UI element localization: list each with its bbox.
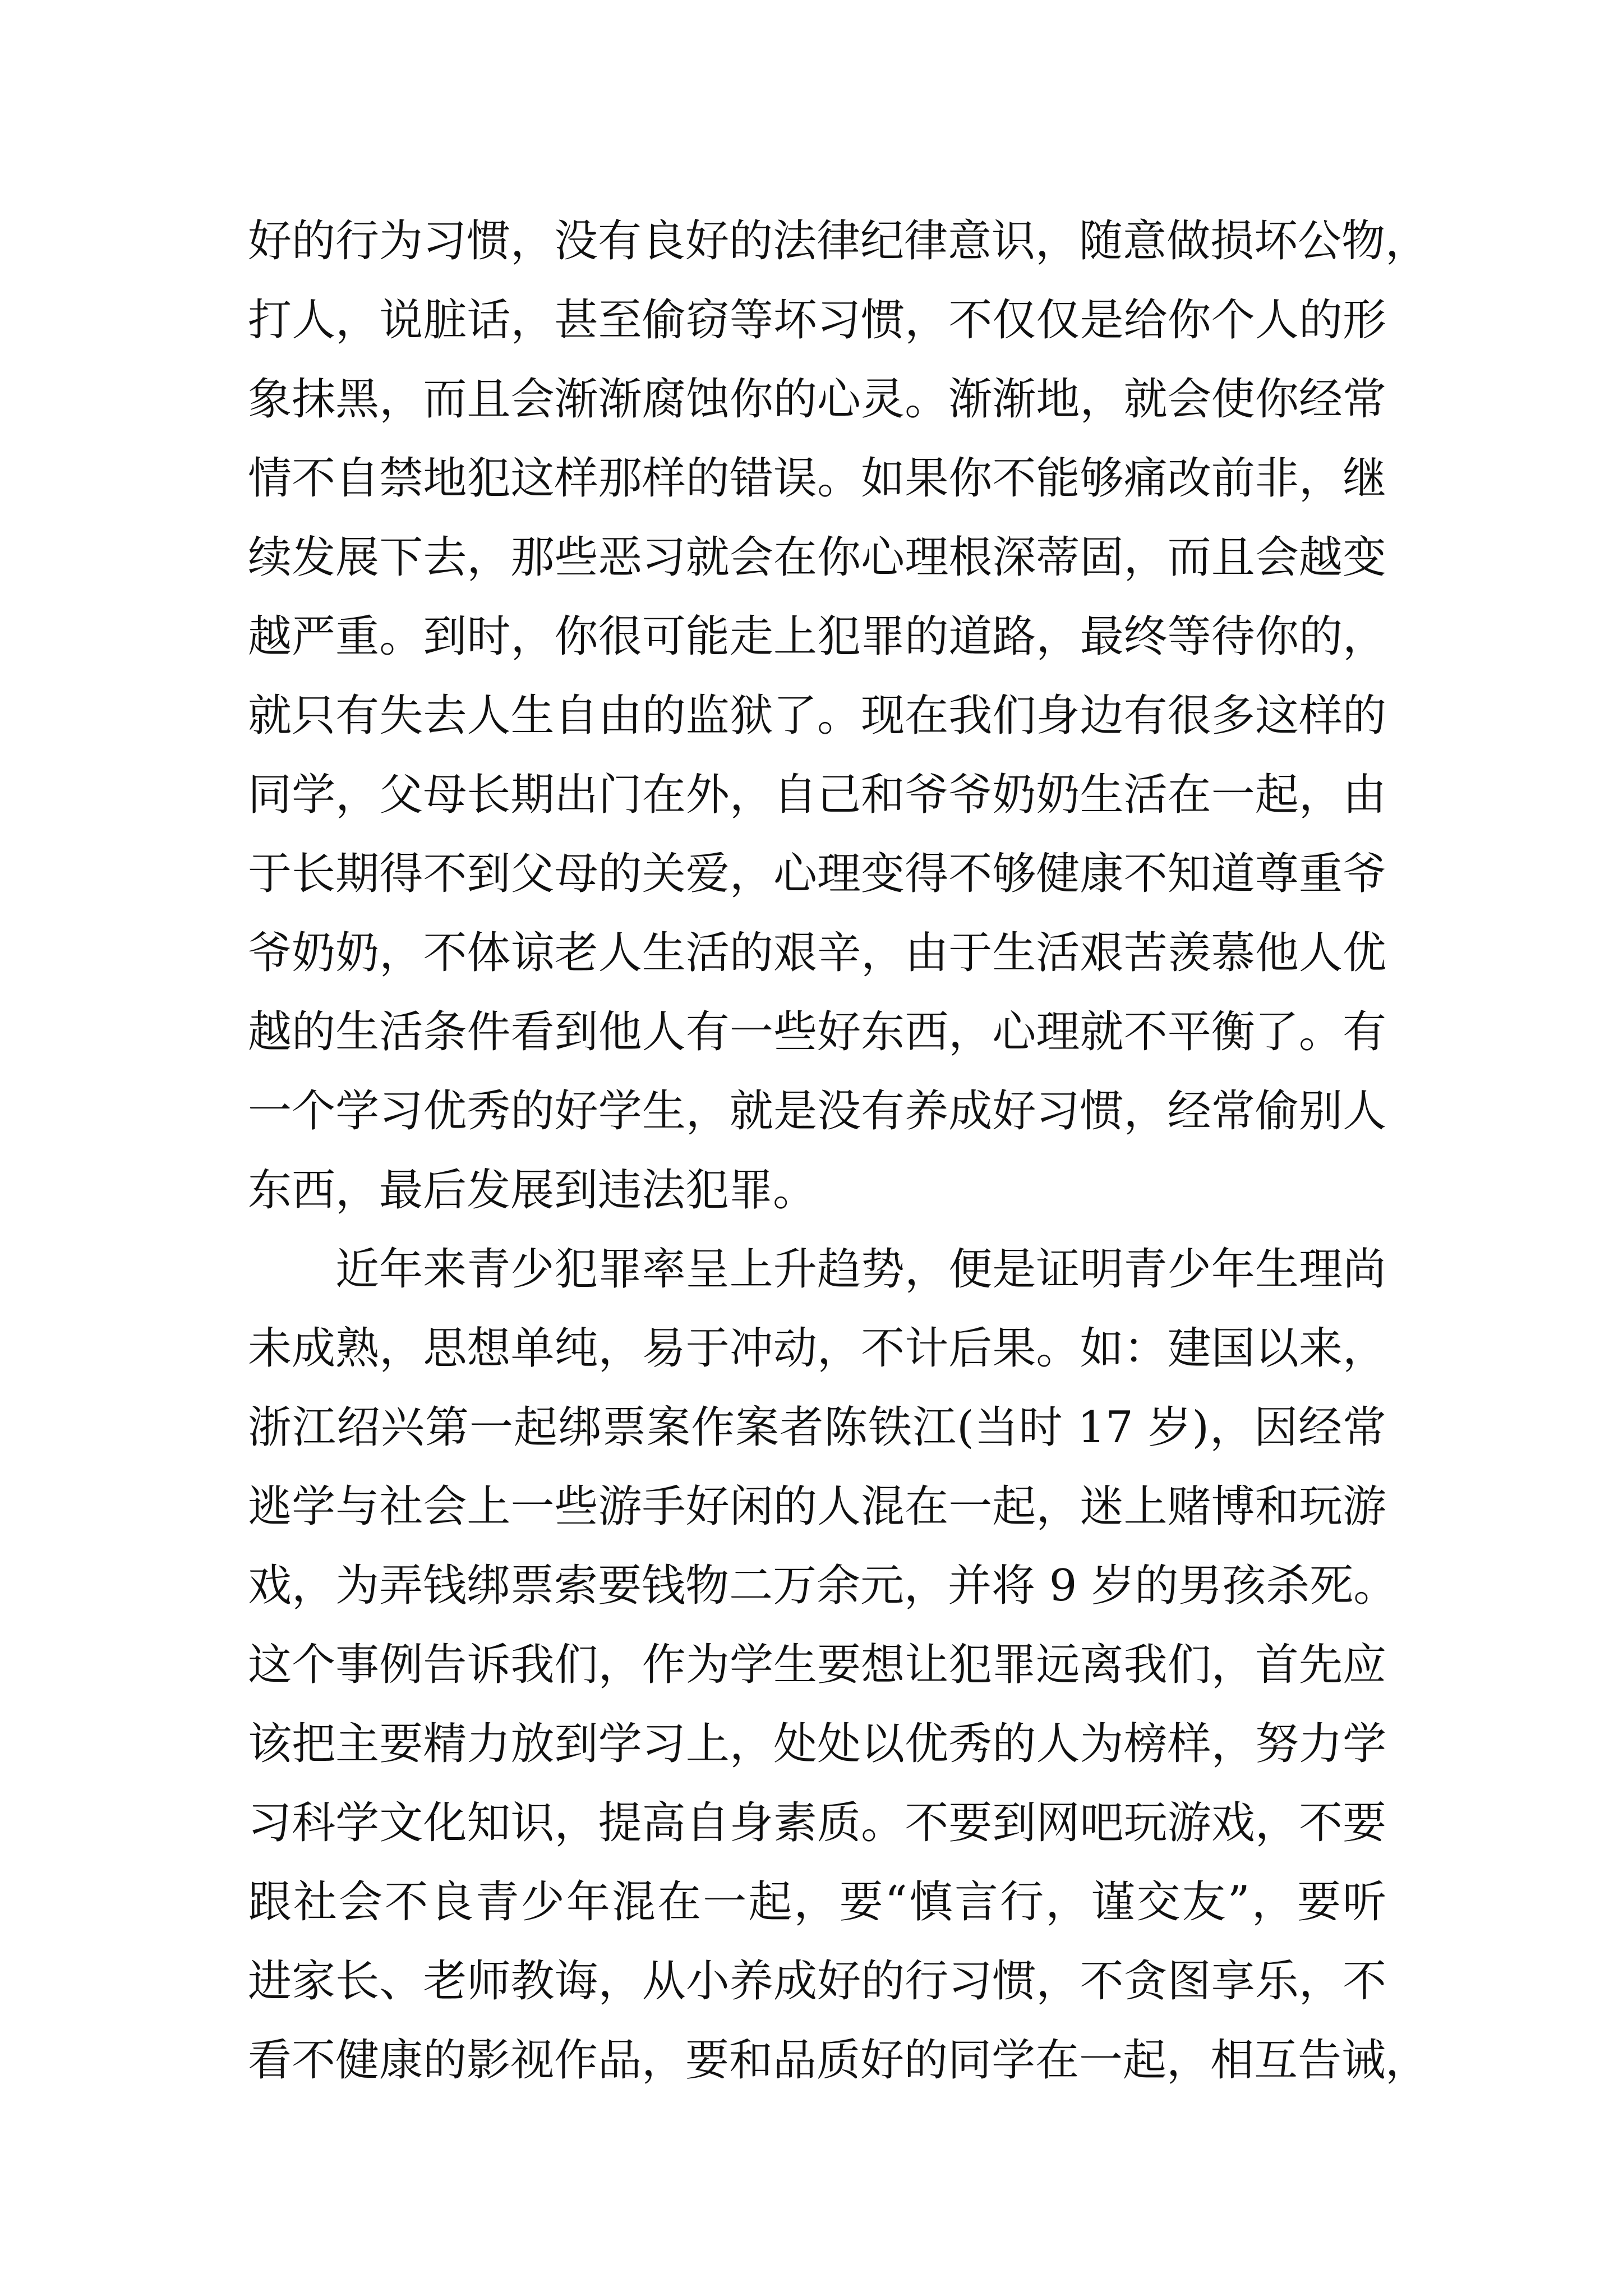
text-line: 东西，最后发展到违法犯罪。	[248, 1165, 817, 1216]
paragraph-2	[248, 1230, 1430, 2100]
body-text	[248, 202, 1430, 2100]
text-line: 戏，为弄钱绑票索要钱物二万余元，并将 9 岁的男孩杀死。	[248, 1561, 1398, 1611]
text-line: 看不健康的影视作品，要和品质好的同学在一起，相互告诫，	[248, 2035, 1430, 2086]
text-line: 浙江绍兴第一起绑票案作案者陈铁江(当时 17 岁)，因经常	[248, 1402, 1386, 1453]
text-line: 好的行为习惯，没有良好的法律纪律意识，随意做损坏公物，	[248, 216, 1430, 266]
text-line: 跟社会不良青少年混在一起，要“慎言行，谨交友”，要听	[248, 1877, 1386, 1927]
text-line: 逃学与社会上一些游手好闲的人混在一起，迷上赌博和玩游	[248, 1481, 1386, 1532]
text-line: 于长期得不到父母的关爱，心理变得不够健康不知道尊重爷	[248, 849, 1386, 899]
text-line: 越的生活条件看到他人有一些好东西，心理就不平衡了。有	[248, 1007, 1386, 1057]
text-line: 该把主要精力放到学习上，处处以优秀的人为榜样，努力学	[248, 1719, 1386, 1769]
text-line: 进家长、老师教诲，从小养成好的行习惯，不贪图享乐，不	[248, 1956, 1386, 2007]
text-line: 近年来青少犯罪率呈上升趋势，便是证明青少年生理尚	[335, 1244, 1386, 1295]
text-line: 情不自禁地犯这样那样的错误。如果你不能够痛改前非，继	[248, 453, 1386, 504]
text-line: 一个学习优秀的好学生，就是没有养成好习惯，经常偷别人	[248, 1086, 1386, 1137]
text-line: 越严重。到时，你很可能走上犯罪的道路，最终等待你的，	[248, 611, 1386, 662]
text-line: 这个事例告诉我们，作为学生要想让犯罪远离我们，首先应	[248, 1640, 1386, 1690]
text-line: 续发展下去，那些恶习就会在你心理根深蒂固，而且会越变	[248, 532, 1386, 583]
text-line: 打人，说脏话，甚至偷窃等坏习惯，不仅仅是给你个人的形	[248, 295, 1386, 346]
text-line: 爷奶奶，不体谅老人生活的艰辛，由于生活艰苦羡慕他人优	[248, 928, 1386, 978]
text-line: 同学，父母长期出门在外，自己和爷爷奶奶生活在一起，由	[248, 770, 1386, 820]
paragraph-1	[248, 202, 1430, 1230]
text-line: 象抹黑，而且会渐渐腐蚀你的心灵。渐渐地，就会使你经常	[248, 374, 1386, 425]
text-line: 习科学文化知识，提高自身素质。不要到网吧玩游戏，不要	[248, 1798, 1386, 1848]
text-line: 就只有失去人生自由的监狱了。现在我们身边有很多这样的	[248, 691, 1386, 741]
text-line: 未成熟，思想单纯，易于冲动，不计后果。如：建国以来，	[248, 1323, 1386, 1374]
